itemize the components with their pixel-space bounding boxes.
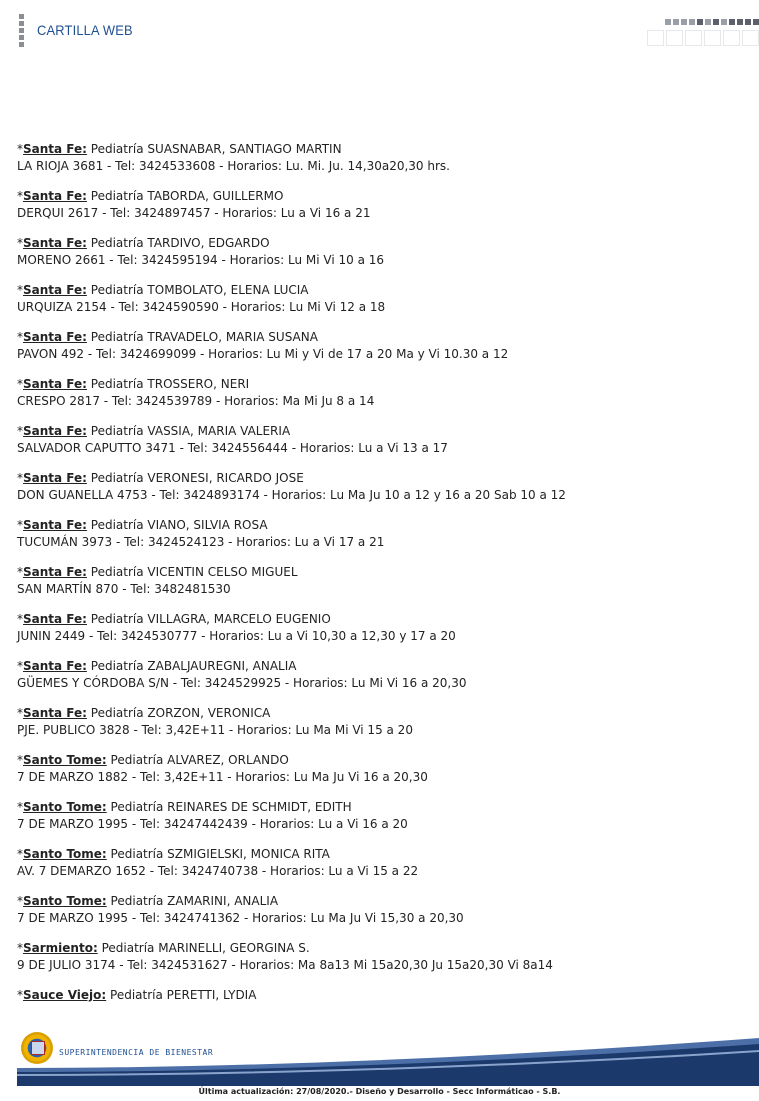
provider-name-line: *Santa Fe: Pediatría TRAVADELO, MARIA SUSANA — [17, 330, 318, 344]
provider-details: JUNIN 2449 - Tel: 3424530777 - Horarios: Lu a Vi 10,30 a 12,30 y 17 a 20 — [17, 629, 456, 643]
provider-name: Pediatría SUASNABAR, SANTIAGO MARTIN — [90, 142, 342, 156]
provider-entry — [17, 235, 747, 269]
provider-name: Pediatría REINARES DE SCHMIDT, EDITH — [110, 800, 352, 814]
provider-list — [17, 141, 747, 1017]
provider-name: Pediatría VICENTIN CELSO MIGUEL — [90, 565, 298, 579]
provider-details: TUCUMÁN 3973 - Tel: 3424524123 - Horarios: Lu a Vi 17 a 21 — [17, 535, 385, 549]
header-decoration — [634, 10, 759, 50]
provider-location: Santa Fe: — [23, 189, 87, 203]
provider-name: Pediatría VIANO, SILVIA ROSA — [90, 518, 268, 532]
provider-name: Pediatría ZORZON, VERONICA — [90, 706, 271, 720]
provider-location: Santa Fe: — [23, 612, 87, 626]
provider-name: Pediatría VILLAGRA, MARCELO EUGENIO — [90, 612, 331, 626]
provider-location: Santa Fe: — [23, 377, 87, 391]
provider-entry — [17, 893, 747, 927]
provider-details: PJE. PUBLICO 3828 - Tel: 3,42E+11 - Horarios: Lu Ma Mi Vi 15 a 20 — [17, 723, 413, 737]
page-footer — [17, 1030, 759, 1086]
provider-entry — [17, 517, 747, 551]
provider-details: LA RIOJA 3681 - Tel: 3424533608 - Horarios: Lu. Mi. Ju. 14,30a20,30 hrs. — [17, 159, 450, 173]
provider-location: Sarmiento: — [23, 941, 98, 955]
provider-name-line: *Santa Fe: Pediatría TARDIVO, EDGARDO — [17, 236, 270, 250]
provider-details: DON GUANELLA 4753 - Tel: 3424893174 - Horarios: Lu Ma Ju 10 a 12 y 16 a 20 Sab 10 a 12 — [17, 488, 566, 502]
provider-name-line: *Santa Fe: Pediatría VIANO, SILVIA ROSA — [17, 518, 268, 532]
provider-entry — [17, 611, 747, 645]
provider-entry — [17, 470, 747, 504]
provider-details: 9 DE JULIO 3174 - Tel: 3424531627 - Horarios: Ma 8a13 Mi 15a20,30 Ju 15a20,30 Vi 8a14 — [17, 958, 553, 972]
provider-location: Santa Fe: — [23, 518, 87, 532]
provider-entry — [17, 564, 747, 598]
provider-name-line: *Santa Fe: Pediatría VILLAGRA, MARCELO EUGENIO — [17, 612, 331, 626]
provider-location: Santa Fe: — [23, 236, 87, 250]
provider-name: Pediatría TOMBOLATO, ELENA LUCIA — [90, 283, 309, 297]
provider-details: GÜEMES Y CÓRDOBA S/N - Tel: 3424529925 - Horarios: Lu Mi Vi 16 a 20,30 — [17, 676, 467, 690]
provider-entry — [17, 799, 747, 833]
provider-details: SALVADOR CAPUTTO 3471 - Tel: 3424556444 - Horarios: Lu a Vi 13 a 17 — [17, 441, 448, 455]
provider-entry — [17, 658, 747, 692]
provider-name-line: *Santa Fe: Pediatría TOMBOLATO, ELENA LUCIA — [17, 283, 309, 297]
provider-name-line: *Santo Tome: Pediatría SZMIGIELSKI, MONICA RITA — [17, 847, 330, 861]
provider-location: Santa Fe: — [23, 142, 87, 156]
provider-location: Santa Fe: — [23, 706, 87, 720]
provider-entry — [17, 282, 747, 316]
provider-name-line: *Santa Fe: Pediatría VASSIA, MARIA VALERIA — [17, 424, 291, 438]
provider-name-line: *Santa Fe: Pediatría VERONESI, RICARDO JOSE — [17, 471, 304, 485]
provider-name-line: *Santa Fe: Pediatría TABORDA, GUILLERMO — [17, 189, 284, 203]
provider-name: Pediatría VASSIA, MARIA VALERIA — [90, 424, 291, 438]
provider-name: Pediatría ZAMARINI, ANALIA — [110, 894, 279, 908]
provider-name-line: *Santa Fe: Pediatría ZABALJAUREGNI, ANALIA — [17, 659, 297, 673]
provider-name: Pediatría ALVAREZ, ORLANDO — [110, 753, 289, 767]
provider-name: Pediatría VERONESI, RICARDO JOSE — [90, 471, 304, 485]
provider-entry — [17, 705, 747, 739]
provider-entry — [17, 141, 747, 175]
provider-location: Santa Fe: — [23, 283, 87, 297]
organization-emblem-icon — [21, 1032, 53, 1064]
organization-name: SUPERINTENDENCIA DE BIENESTAR — [59, 1048, 214, 1057]
provider-location: Santa Fe: — [23, 565, 87, 579]
provider-name: Pediatría TABORDA, GUILLERMO — [90, 189, 284, 203]
provider-name-line: *Santa Fe: Pediatría ZORZON, VERONICA — [17, 706, 271, 720]
provider-details: DERQUI 2617 - Tel: 3424897457 - Horarios: Lu a Vi 16 a 21 — [17, 206, 371, 220]
provider-entry — [17, 846, 747, 880]
provider-location: Santo Tome: — [23, 894, 107, 908]
provider-location: Sauce Viejo: — [23, 988, 107, 1002]
provider-location: Santa Fe: — [23, 330, 87, 344]
provider-location: Santa Fe: — [23, 659, 87, 673]
provider-name: Pediatría ZABALJAUREGNI, ANALIA — [90, 659, 297, 673]
provider-name-line: *Sauce Viejo: Pediatría PERETTI, LYDIA — [17, 988, 257, 1002]
provider-details: PAVON 492 - Tel: 3424699099 - Horarios: Lu Mi y Vi de 17 a 20 Ma y Vi 10.30 a 12 — [17, 347, 509, 361]
provider-entry — [17, 376, 747, 410]
last-updated-note: Última actualización: 27/08/2020.- Diseño y Desarrollo - Secc Informáticao - S.B. — [198, 1087, 561, 1096]
provider-details: AV. 7 DEMARZO 1652 - Tel: 3424740738 - Horarios: Lu a Vi 15 a 22 — [17, 864, 419, 878]
provider-name-line: *Santa Fe: Pediatría VICENTIN CELSO MIGUEL — [17, 565, 298, 579]
provider-entry — [17, 940, 747, 974]
header-accent-bar — [19, 14, 24, 46]
provider-name-line: *Santa Fe: Pediatría SUASNABAR, SANTIAGO MARTIN — [17, 142, 342, 156]
provider-details: URQUIZA 2154 - Tel: 3424590590 - Horarios: Lu Mi Vi 12 a 18 — [17, 300, 386, 314]
provider-details: 7 DE MARZO 1995 - Tel: 34247442439 - Horarios: Lu a Vi 16 a 20 — [17, 817, 408, 831]
provider-details: MORENO 2661 - Tel: 3424595194 - Horarios: Lu Mi Vi 10 a 16 — [17, 253, 385, 267]
provider-name-line: *Sarmiento: Pediatría MARINELLI, GEORGINA S. — [17, 941, 310, 955]
provider-name-line: *Santo Tome: Pediatría REINARES DE SCHMIDT, EDITH — [17, 800, 352, 814]
provider-details: 7 DE MARZO 1995 - Tel: 3424741362 - Horarios: Lu Ma Ju Vi 15,30 a 20,30 — [17, 911, 464, 925]
page-title: CARTILLA WEB — [37, 22, 133, 38]
provider-entry — [17, 987, 747, 1004]
provider-name-line: *Santo Tome: Pediatría ALVAREZ, ORLANDO — [17, 753, 289, 767]
provider-entry — [17, 752, 747, 786]
provider-location: Santo Tome: — [23, 847, 107, 861]
page-header — [0, 0, 759, 60]
provider-location: Santo Tome: — [23, 753, 107, 767]
provider-name: Pediatría MARINELLI, GEORGINA S. — [101, 941, 310, 955]
provider-location: Santa Fe: — [23, 471, 87, 485]
provider-name-line: *Santa Fe: Pediatría TROSSERO, NERI — [17, 377, 250, 391]
footer-wave-band — [17, 1030, 759, 1086]
provider-details: CRESPO 2817 - Tel: 3424539789 - Horarios: Ma Mi Ju 8 a 14 — [17, 394, 375, 408]
provider-location: Santa Fe: — [23, 424, 87, 438]
provider-details: 7 DE MARZO 1882 - Tel: 3,42E+11 - Horarios: Lu Ma Ju Vi 16 a 20,30 — [17, 770, 428, 784]
provider-name-line: *Santo Tome: Pediatría ZAMARINI, ANALIA — [17, 894, 279, 908]
provider-location: Santo Tome: — [23, 800, 107, 814]
provider-name: Pediatría PERETTI, LYDIA — [110, 988, 257, 1002]
provider-entry — [17, 329, 747, 363]
provider-details: SAN MARTÍN 870 - Tel: 3482481530 — [17, 582, 231, 596]
provider-name: Pediatría TROSSERO, NERI — [90, 377, 250, 391]
provider-name: Pediatría SZMIGIELSKI, MONICA RITA — [110, 847, 330, 861]
provider-name: Pediatría TRAVADELO, MARIA SUSANA — [90, 330, 318, 344]
provider-name: Pediatría TARDIVO, EDGARDO — [90, 236, 270, 250]
provider-entry — [17, 188, 747, 222]
provider-entry — [17, 423, 747, 457]
